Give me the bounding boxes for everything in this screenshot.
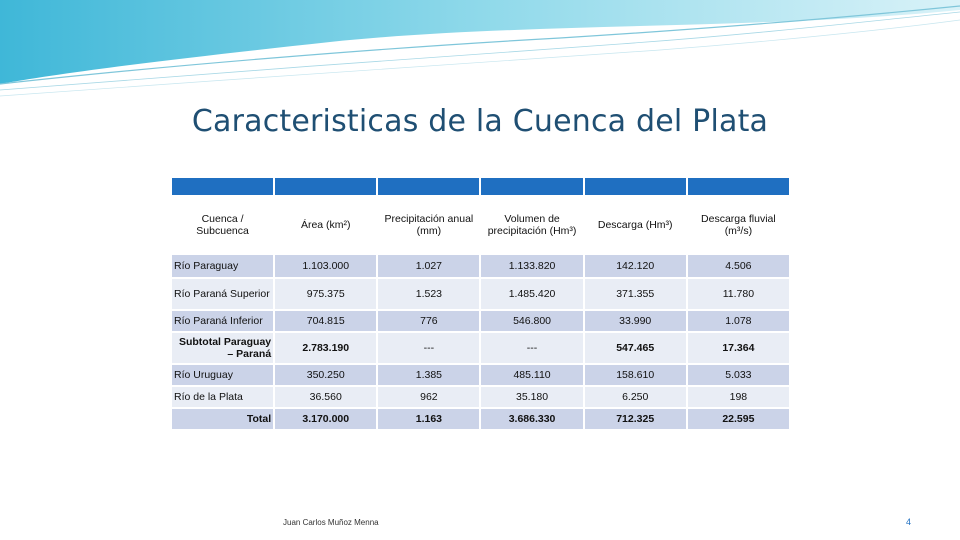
cell-discharge: 547.465	[585, 333, 686, 363]
cell-basin: Total	[172, 409, 273, 429]
cell-volume: 546.800	[481, 311, 582, 331]
cell-fluvial: 198	[688, 387, 789, 407]
header-bar-cell	[172, 178, 273, 195]
slide-title: Caracteristicas de la Cuenca del Plata	[191, 104, 769, 139]
table-row	[172, 279, 789, 309]
col-header-discharge: Descarga (Hm³)	[585, 197, 686, 253]
cell-precip: 962	[378, 387, 479, 407]
table-row	[172, 311, 789, 331]
cell-fluvial: 17.364	[688, 333, 789, 363]
cell-area: 975.375	[275, 279, 376, 309]
table-header-bar	[172, 178, 789, 195]
table-row	[172, 387, 789, 407]
cell-precip: 1.385	[378, 365, 479, 385]
cell-precip: ---	[378, 333, 479, 363]
cell-fluvial: 1.078	[688, 311, 789, 331]
cell-area: 350.250	[275, 365, 376, 385]
cell-basin: Río de la Plata	[172, 387, 273, 407]
header-bar-cell	[481, 178, 582, 195]
col-header-basin: Cuenca / Subcuenca	[172, 197, 273, 253]
cell-basin: Río Paraná Superior	[172, 279, 273, 309]
cell-fluvial: 4.506	[688, 255, 789, 277]
cell-volume: 3.686.330	[481, 409, 582, 429]
cell-volume: 485.110	[481, 365, 582, 385]
cell-basin: Río Paraguay	[172, 255, 273, 277]
page-number: 4	[906, 517, 912, 527]
cell-precip: 776	[378, 311, 479, 331]
cell-precip: 1.027	[378, 255, 479, 277]
cell-precip: 1.523	[378, 279, 479, 309]
cell-fluvial: 5.033	[688, 365, 789, 385]
cell-basin: Río Uruguay	[172, 365, 273, 385]
cell-fluvial: 22.595	[688, 409, 789, 429]
cell-area: 36.560	[275, 387, 376, 407]
cell-basin: Río Paraná Inferior	[172, 311, 273, 331]
author-footer: Juan Carlos Muñoz Menna	[283, 518, 379, 527]
cell-discharge: 142.120	[585, 255, 686, 277]
cell-discharge: 712.325	[585, 409, 686, 429]
header-bar-cell	[275, 178, 376, 195]
header-bar-cell	[585, 178, 686, 195]
table-row	[172, 333, 789, 363]
cell-discharge: 158.610	[585, 365, 686, 385]
col-header-precip: Precipitación anual (mm)	[378, 197, 479, 253]
cell-volume: 1.485.420	[481, 279, 582, 309]
cell-basin: Subtotal Paraguay – Paraná	[172, 333, 273, 363]
header-bar-cell	[688, 178, 789, 195]
basin-table	[170, 176, 791, 431]
table-row-total	[172, 409, 789, 429]
cell-volume: ---	[481, 333, 582, 363]
col-header-fluvial: Descarga fluvial (m³/s)	[688, 197, 789, 253]
header-wave-decoration	[0, 0, 960, 100]
cell-discharge: 33.990	[585, 311, 686, 331]
header-bar-cell	[378, 178, 479, 195]
col-header-volume: Volumen de precipitación (Hm³)	[481, 197, 582, 253]
cell-area: 704.815	[275, 311, 376, 331]
cell-precip: 1.163	[378, 409, 479, 429]
cell-area: 1.103.000	[275, 255, 376, 277]
cell-discharge: 371.355	[585, 279, 686, 309]
column-header-row	[172, 197, 789, 253]
cell-area: 2.783.190	[275, 333, 376, 363]
cell-volume: 1.133.820	[481, 255, 582, 277]
cell-fluvial: 11.780	[688, 279, 789, 309]
cell-volume: 35.180	[481, 387, 582, 407]
table-row	[172, 255, 789, 277]
cell-discharge: 6.250	[585, 387, 686, 407]
col-header-area: Área (km²)	[275, 197, 376, 253]
cell-area: 3.170.000	[275, 409, 376, 429]
table-row	[172, 365, 789, 385]
